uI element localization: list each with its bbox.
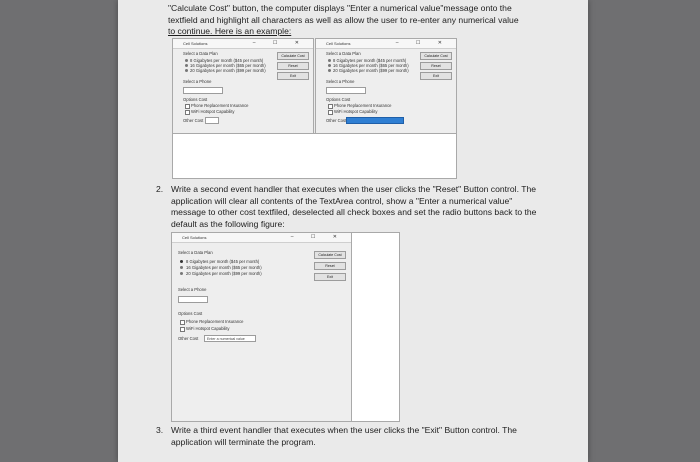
plan-3-label: 20 Gigabytes per month ($99 per month): [190, 68, 266, 73]
option-2-label: WiFi Hotspot Capability: [191, 109, 235, 114]
plan-2-label: 16 Gigabytes per month ($65 per month): [333, 63, 409, 68]
options-cost-label: Options Cost: [178, 311, 203, 316]
phone-dropdown[interactable]: [326, 87, 366, 94]
radio-plan-3[interactable]: [328, 69, 331, 72]
option-2-label: WiFi Hotspot Capability: [334, 109, 378, 114]
example-window-left: [172, 38, 314, 135]
other-cost-label: Other Cost: [183, 118, 204, 123]
plan-3-label: 20 Gigabytes per month ($99 per month): [186, 271, 262, 276]
reset-button[interactable]: Reset: [314, 262, 346, 270]
item-2-line-2: application will clear all contents of the TextArea control, show a "Enter a numerical value": [171, 195, 513, 206]
plan-2-label: 16 Gigabytes per month ($65 per month): [190, 63, 266, 68]
other-cost-label: Other Cost: [326, 118, 347, 123]
plan-1-label: 8 Gigabytes per month ($45 per month): [186, 259, 260, 264]
option-2-checkbox[interactable]: [180, 327, 185, 332]
window-title: Cell Solutions: [183, 41, 208, 46]
select-plan-label: Select a Data Plan: [178, 250, 213, 255]
item-2-line-3: message to other cost textfiled, deselected all check boxes and set the radio buttons back to the: [171, 207, 537, 217]
option-1-label: Phone Replacement Insurance: [191, 103, 249, 108]
item-2-line-4: default as the following figure:: [171, 218, 285, 229]
calculate-button[interactable]: Calculate Cost: [314, 251, 346, 259]
document-page: [118, 0, 588, 462]
other-cost-label: Other Cost: [178, 336, 199, 341]
calculate-button[interactable]: Calculate Cost: [420, 52, 452, 60]
item-3-line-1: Write a third event handler that executes when the user clicks the "Exit" Button control. The: [171, 425, 517, 435]
window-titlebar: [316, 39, 456, 49]
option-1-checkbox[interactable]: [328, 104, 333, 109]
plan-1-label: 8 Gigabytes per month ($45 per month): [190, 58, 264, 63]
item-3-line-2: application will terminate the program.: [171, 436, 316, 447]
radio-plan-1[interactable]: [180, 260, 183, 263]
radio-plan-3[interactable]: [180, 272, 183, 275]
select-plan-label: Select a Data Plan: [183, 51, 218, 56]
window-title: Cell Solutions: [182, 235, 207, 240]
option-2-checkbox[interactable]: [328, 110, 333, 115]
radio-plan-1[interactable]: [185, 59, 188, 62]
reset-button[interactable]: Reset: [420, 62, 452, 70]
phone-dropdown[interactable]: [183, 87, 223, 94]
option-2-label: WiFi Hotspot Capability: [186, 326, 230, 331]
example-window-right: [315, 38, 457, 135]
option-1-label: Phone Replacement Insurance: [186, 319, 244, 324]
reset-button[interactable]: Reset: [277, 62, 309, 70]
radio-plan-3[interactable]: [185, 69, 188, 72]
window-title: Cell Solutions: [326, 41, 351, 46]
window-controls[interactable]: – ☐ ✕: [395, 40, 450, 46]
window-controls[interactable]: – ☐ ✕: [252, 40, 307, 46]
select-phone-label: Select a Phone: [183, 79, 212, 84]
plan-3-label: 20 Gigabytes per month ($99 per month): [333, 68, 409, 73]
example-textarea: [172, 133, 457, 179]
exit-button[interactable]: Exit: [277, 72, 309, 80]
radio-plan-2[interactable]: [185, 64, 188, 67]
calculate-button[interactable]: Calculate Cost: [277, 52, 309, 60]
option-1-label: Phone Replacement Insurance: [334, 103, 392, 108]
exit-button[interactable]: Exit: [420, 72, 452, 80]
option-1-checkbox[interactable]: [185, 104, 190, 109]
select-phone-label: Select a Phone: [326, 79, 355, 84]
radio-plan-1[interactable]: [328, 59, 331, 62]
item-2-line-1: Write a second event handler that executes when the user clicks the "Reset" Button control. The: [171, 184, 537, 194]
select-plan-label: Select a Data Plan: [326, 51, 361, 56]
phone-dropdown[interactable]: [178, 296, 208, 303]
option-1-checkbox[interactable]: [180, 320, 185, 325]
reset-textarea: [351, 232, 400, 422]
plan-2-label: 16 Gigabytes per month ($65 per month): [186, 265, 262, 270]
intro-line-2: textfield and highlight all characters as well as allow the user to re-enter any numerical value: [168, 14, 519, 25]
window-titlebar: [173, 39, 313, 49]
window-controls[interactable]: – ☐ ✕: [290, 234, 345, 240]
option-2-checkbox[interactable]: [185, 110, 190, 115]
radio-plan-2[interactable]: [328, 64, 331, 67]
select-phone-label: Select a Phone: [178, 287, 207, 292]
options-cost-label: Options Cost: [326, 97, 351, 102]
intro-line-1: "Calculate Cost" button, the computer displays "Enter a numerical value"message onto the: [168, 3, 512, 13]
intro-line-3: to continue. Here is an example:: [168, 26, 292, 36]
radio-plan-2[interactable]: [180, 266, 183, 269]
plan-1-label: 8 Gigabytes per month ($45 per month): [333, 58, 407, 63]
exit-button[interactable]: Exit: [314, 273, 346, 281]
reset-example-window: [171, 232, 352, 422]
other-cost-field-highlighted[interactable]: [346, 117, 404, 124]
window-titlebar: [172, 233, 351, 243]
item-2-number: 2.: [156, 184, 164, 194]
item-3-number: 3.: [156, 425, 164, 435]
other-cost-field[interactable]: Enter a numerical value: [204, 335, 256, 342]
options-cost-label: Options Cost: [183, 97, 208, 102]
other-cost-field[interactable]: [205, 117, 219, 124]
